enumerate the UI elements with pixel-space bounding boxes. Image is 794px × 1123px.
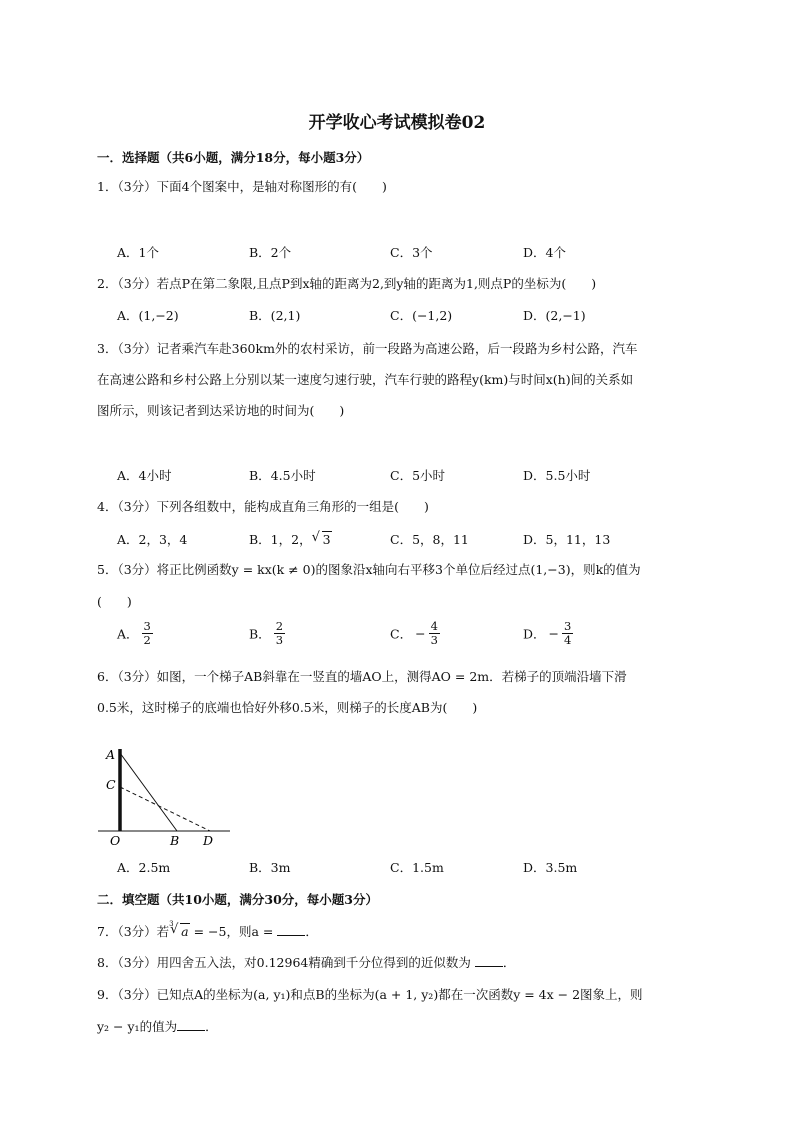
q4-option-b-text: B．1，2，	[249, 532, 312, 547]
answer-blank[interactable]	[475, 954, 503, 967]
label-d: D	[203, 833, 214, 848]
label-o: O	[110, 833, 121, 848]
numerator: 2	[275, 619, 284, 633]
section-heading-choice: 一．选择题（共6小题，满分18分，每小题3分）	[97, 150, 370, 165]
ladder-ab	[120, 753, 177, 831]
q5-option-d	[523, 620, 573, 647]
label-a: A	[106, 747, 116, 762]
q5-option-c-fraction	[429, 620, 440, 647]
label-c: C	[106, 777, 116, 792]
question-7-prefix: 7．（3分）若	[97, 924, 170, 939]
q2-option-c: C．(−1,2)	[390, 308, 453, 323]
q5-option-b-fraction	[274, 620, 285, 647]
q5-option-c	[390, 620, 440, 647]
q3-option-c: C．5小时	[390, 468, 446, 483]
question-4: 4．（3分）下列各组数中，能构成直角三角形的一组是( )	[97, 499, 429, 514]
q4-option-d: D．5，11，13	[523, 532, 611, 547]
question-2: 2．（3分）若点P在第二象限,且点P到x轴的距离为2,到y轴的距离为1,则点P的坐标为( )	[97, 276, 597, 291]
numerator: 4	[430, 619, 438, 633]
q1-option-c: C．3个	[390, 245, 433, 260]
q3-option-d: D．5.5小时	[523, 468, 591, 483]
question-8-end: ．	[502, 955, 516, 970]
answer-blank[interactable]	[277, 923, 305, 936]
denominator: 2	[143, 633, 151, 648]
radicand: a	[181, 924, 189, 939]
sqrt-symbol	[312, 532, 332, 547]
numerator: 3	[564, 619, 572, 633]
minus-sign: −	[548, 626, 560, 642]
question-8-prefix: 8．（3分）用四舍五入法，对0.12964精确到千分位得到的近似数为	[97, 955, 475, 970]
q6-option-d: D．3.5m	[523, 860, 578, 875]
section-heading-fill: 二．填空题（共10小题，满分30分，每小题3分）	[97, 892, 378, 907]
q5-option-c-label: C．	[390, 626, 413, 642]
q4-option-a: A．2，3，4	[117, 532, 188, 547]
q5-option-d-label: D．	[523, 626, 546, 642]
root-index: √ 3	[169, 920, 174, 928]
q4-option-b	[249, 530, 332, 548]
question-9-line-2	[97, 1017, 218, 1035]
q6-option-c: C．1.5m	[390, 860, 444, 875]
q5-option-d-fraction	[562, 620, 573, 647]
q4-option-b-radicand: 3	[322, 532, 331, 547]
label-b: B	[170, 833, 180, 848]
question-7-middle: = −5，则a =	[189, 924, 278, 939]
denominator: 3	[430, 633, 438, 648]
page-title: 开学收心考试模拟卷02	[308, 113, 486, 133]
ladder-figure	[90, 735, 240, 850]
question-3-line-1: 3．（3分）记者乘汽车赴360km外的农村采访，前一段路为高速公路，后一段路为乡村公路，汽车	[97, 341, 638, 356]
question-9-prefix: y₂ − y₁的值为	[97, 1019, 178, 1034]
answer-blank[interactable]	[177, 1018, 205, 1031]
question-9-line-1: 9．（3分）已知点A的坐标为(a, y₁)和点B的坐标为(a + 1, y₂)都在一次函数y = 4x − 2图象上，则	[97, 987, 643, 1002]
question-9-end: ．	[205, 1019, 218, 1034]
question-6-line-1: 6．（3分）如图，一个梯子AB斜靠在一竖直的墙AO上，测得AO = 2m．若梯子的顶端沿墙下滑	[97, 669, 627, 684]
q2-option-d: D．(2,−1)	[523, 308, 586, 323]
question-5-line-2: ( )	[97, 594, 132, 609]
q2-option-b: B．(2,1)	[249, 308, 301, 323]
question-7-end: ．	[305, 924, 318, 939]
q5-option-a	[117, 620, 153, 647]
q2-option-a: A．(1,−2)	[117, 308, 179, 323]
question-1: 1．（3分）下面4个图案中，是轴对称图形的有( )	[97, 179, 387, 194]
denominator: 4	[564, 633, 572, 648]
q4-option-c: C．5，8，11	[390, 532, 469, 547]
q1-option-a: A．1个	[117, 245, 159, 260]
question-7	[97, 922, 318, 940]
question-3-line-2: 在高速公路和乡村公路上分别以某一速度匀速行驶，汽车行驶的路程y(km)与时间x(h)间的关系如	[97, 372, 634, 387]
numerator: 3	[143, 619, 151, 633]
q6-option-a: A．2.5m	[117, 860, 171, 875]
q5-option-a-label: A．	[117, 626, 139, 642]
q3-option-b: B．4.5小时	[249, 468, 316, 483]
question-3-line-3: 图所示，则该记者到达采访地的时间为( )	[97, 403, 345, 418]
q5-option-a-fraction	[142, 620, 153, 647]
question-8	[97, 953, 515, 971]
q3-option-a: A．4小时	[117, 468, 172, 483]
question-5-line-1: 5．（3分）将正比例函数y = kx(k ≠ 0)的图象沿x轴向右平移3个单位后经过点(1,−3)，则k的值为	[97, 562, 641, 577]
minus-sign: −	[415, 626, 426, 642]
question-6-line-2: 0.5米，这时梯子的底端也恰好外移0.5米，则梯子的长度AB为( )	[97, 700, 478, 715]
q5-option-b-label: B．	[249, 626, 271, 642]
cube-root	[169, 920, 189, 939]
q5-option-b	[249, 620, 285, 647]
q6-option-b: B．3m	[249, 860, 291, 875]
q1-option-d: D．4个	[523, 245, 566, 260]
q1-option-b: B．2个	[249, 245, 292, 260]
ladder-cd-dashed	[120, 787, 210, 831]
denominator: 3	[275, 633, 284, 648]
